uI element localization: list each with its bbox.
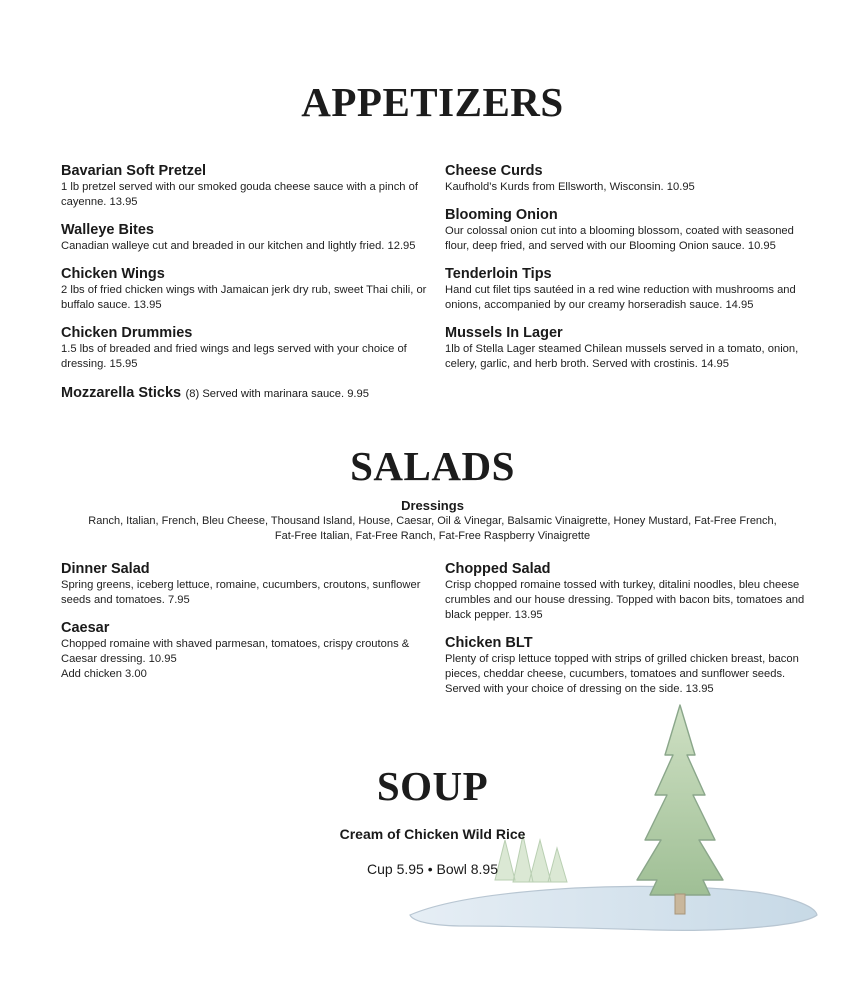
menu-item: [445, 163, 815, 195]
dressings-list-line2: Fat-Free Italian, Fat-Free Ranch, Fat-Free Raspberry Vinaigrette: [274, 530, 591, 542]
item-description: 1lb of Stella Lager steamed Chilean mussels served in a tomato, onion, celery, garlic, and herb broth. Served with crostinis. 14.95: [445, 343, 799, 370]
item-name: Chicken BLT: [445, 635, 533, 651]
item-description: 1.5 lbs of breaded and fried wings and legs served with your choice of dressing. 15.95: [61, 343, 407, 370]
item-name: Chicken Drummies: [61, 325, 193, 341]
menu-item: [61, 266, 431, 313]
item-addon: Add chicken 3.00: [61, 668, 147, 680]
soup-title: SOUP: [376, 763, 489, 809]
soup-name: Cream of Chicken Wild Rice: [339, 826, 526, 842]
item-name: Blooming Onion: [445, 207, 558, 223]
soup-price: Cup 5.95 • Bowl 8.95: [367, 861, 498, 877]
item-name: Dinner Salad: [61, 561, 150, 577]
item-description: 2 lbs of fried chicken wings with Jamaican jerk dry rub, sweet Thai chili, or buffalo sauce. 13.95: [61, 284, 427, 311]
menu-item: [445, 635, 815, 697]
item-name: Mussels In Lager: [445, 325, 563, 341]
menu-item: [61, 561, 431, 608]
item-description: Hand cut filet tips sautéed in a red wine reduction with mushrooms and onions, accompanied by our creamy horseradish sauce. 14.95: [445, 284, 796, 311]
item-name: Cheese Curds: [445, 163, 543, 179]
salads-right-column: [445, 561, 815, 709]
item-description: Kaufhold’s Kurds from Ellsworth, Wisconsin. 10.95: [445, 181, 695, 193]
item-name: Mozzarella Sticks: [61, 385, 182, 401]
dressings-block: [60, 497, 805, 544]
menu-item: [61, 163, 431, 210]
menu-item: [61, 620, 431, 682]
item-description: Crisp chopped romaine tossed with turkey, ditalini noodles, bleu cheese crumbles and our house dressing. Topped with bacon bits, tomatoes and black pepper. 13.95: [445, 579, 805, 621]
item-description: Chopped romaine with shaved parmesan, tomatoes, crispy croutons & Caesar dressing. 10.95: [61, 638, 410, 665]
item-name: Bavarian Soft Pretzel: [61, 163, 207, 179]
menu-item: [61, 384, 431, 402]
item-name: Tenderloin Tips: [445, 266, 552, 282]
menu-item: [61, 325, 431, 372]
item-description: (8) Served with marinara sauce. 9.95: [185, 388, 369, 400]
dressings-list-line1: Ranch, Italian, French, Bleu Cheese, Thousand Island, House, Caesar, Oil & Vinegar, Balsamic Vinaigrette, Honey Mustard, Fat-Free French,: [88, 515, 777, 527]
dressings-heading: Dressings: [401, 498, 464, 513]
item-name: Chopped Salad: [445, 561, 551, 577]
menu-item: [445, 325, 815, 372]
item-description: Our colossal onion cut into a blooming blossom, coated with seasoned flour, deep fried, and served with our Blooming Onion sauce. 10.95: [445, 225, 794, 252]
item-description: Canadian walleye cut and breaded in our kitchen and lightly fried. 12.95: [61, 240, 416, 252]
item-name: Chicken Wings: [61, 266, 165, 282]
item-name: Caesar: [61, 620, 110, 636]
item-description: 1 lb pretzel served with our smoked gouda cheese sauce with a pinch of cayenne. 13.95: [61, 181, 418, 208]
salads-left-column: [61, 561, 431, 694]
item-description: Spring greens, iceberg lettuce, romaine, cucumbers, croutons, sunflower seeds and tomatoes. 7.95: [61, 579, 421, 606]
menu-item: [61, 222, 431, 254]
item-name: Walleye Bites: [61, 222, 154, 238]
menu-item: [445, 207, 815, 254]
appetizers-left-column: [61, 163, 431, 414]
menu-item: [445, 561, 815, 623]
item-description: Plenty of crisp lettuce topped with strips of grilled chicken breast, bacon pieces, cheddar cheese, cucumbers, tomatoes and sunflower seeds. Served with your choice of dressing on the side. 13.95: [445, 653, 799, 695]
appetizers-title: APPETIZERS: [301, 79, 564, 125]
pine-tree-lake-illustration: [405, 700, 825, 940]
salads-title: SALADS: [350, 443, 515, 489]
appetizers-right-column: [445, 163, 815, 384]
menu-item: [445, 266, 815, 313]
